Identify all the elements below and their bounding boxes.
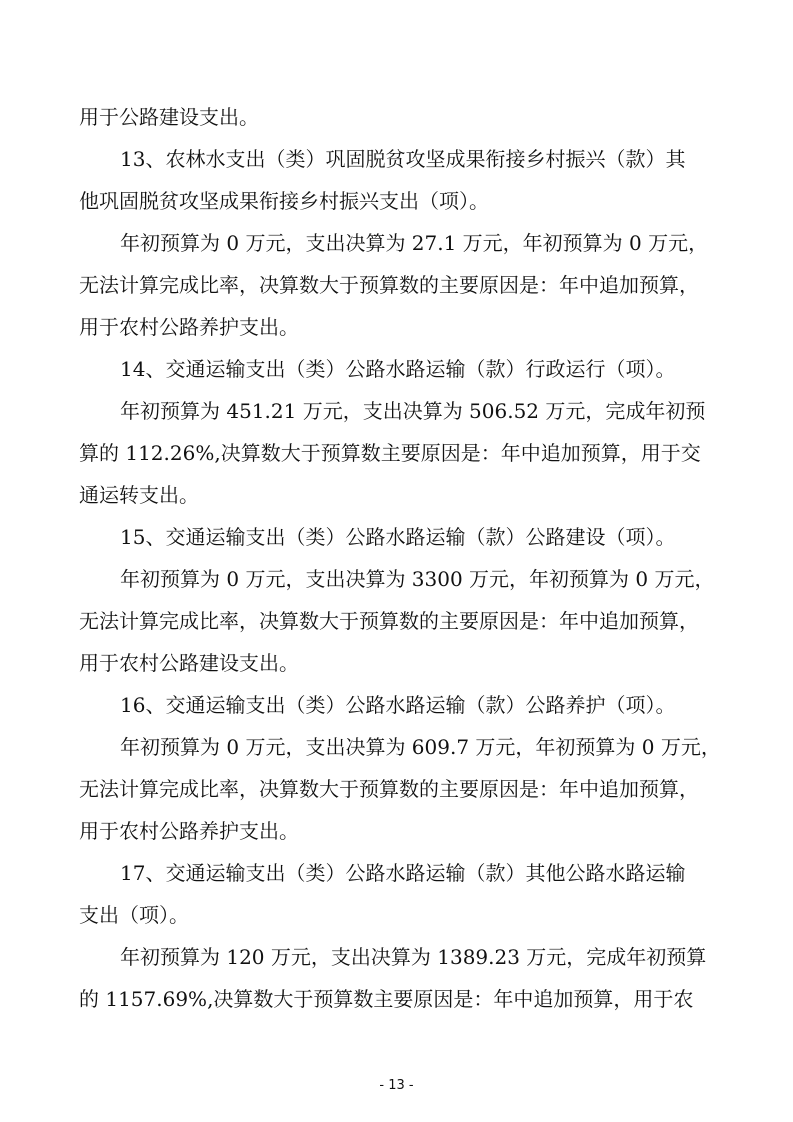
text-line: 13、农林水支出（类）巩固脱贫攻坚成果衔接乡村振兴（款）其 <box>120 147 686 171</box>
text-line: 无法计算完成比率，决算数大于预算数的主要原因是：年中追加预算， <box>79 777 699 801</box>
text-line: 年初预算为 0 万元，支出决算为 3300 万元，年初预算为 0 万元， <box>120 567 715 591</box>
text-line: 年初预算为 0 万元，支出决算为 27.1 万元，年初预算为 0 万元， <box>120 231 709 255</box>
page-number: - 13 - <box>379 1078 414 1093</box>
body-14 <box>79 390 719 516</box>
text-line: 算的 112.26%,决算数大于预算数主要原因是：年中追加预算，用于交 <box>79 441 701 465</box>
text-line: 用于公路建设支出。 <box>79 105 259 129</box>
document-body <box>79 96 719 1020</box>
continuation-paragraph <box>79 96 719 138</box>
heading-14 <box>79 348 719 390</box>
text-line: 用于农村公路建设支出。 <box>79 651 299 675</box>
body-13 <box>79 222 719 348</box>
text-line: 14、交通运输支出（类）公路水路运输（款）行政运行（项）。 <box>120 357 676 381</box>
text-line: 无法计算完成比率，决算数大于预算数的主要原因是：年中追加预算， <box>79 273 699 297</box>
text-line: 年初预算为 451.21 万元，支出决算为 506.52 万元，完成年初预 <box>120 399 706 423</box>
heading-16 <box>79 684 719 726</box>
text-line: 的 1157.69%,决算数大于预算数主要原因是：年中追加预算，用于农 <box>79 987 694 1011</box>
text-line: 15、交通运输支出（类）公路水路运输（款）公路建设（项）。 <box>120 525 676 549</box>
text-line: 用于农村公路养护支出。 <box>79 819 299 843</box>
text-line: 年初预算为 0 万元，支出决算为 609.7 万元，年初预算为 0 万元， <box>120 735 721 759</box>
text-line: 17、交通运输支出（类）公路水路运输（款）其他公路水路运输 <box>120 861 686 885</box>
heading-17 <box>79 852 719 936</box>
text-line: 无法计算完成比率，决算数大于预算数的主要原因是：年中追加预算， <box>79 609 699 633</box>
body-15 <box>79 558 719 684</box>
text-line: 通运转支出。 <box>79 483 199 507</box>
text-line: 他巩固脱贫攻坚成果衔接乡村振兴支出（项）。 <box>79 189 489 213</box>
heading-13 <box>79 138 719 222</box>
text-line: 年初预算为 120 万元，支出决算为 1389.23 万元，完成年初预算 <box>120 945 707 969</box>
body-16 <box>79 726 719 852</box>
heading-15 <box>79 516 719 558</box>
text-line: 支出（项）。 <box>79 903 189 927</box>
body-17 <box>79 936 719 1020</box>
text-line: 用于农村公路养护支出。 <box>79 315 299 339</box>
text-line: 16、交通运输支出（类）公路水路运输（款）公路养护（项）。 <box>120 693 676 717</box>
